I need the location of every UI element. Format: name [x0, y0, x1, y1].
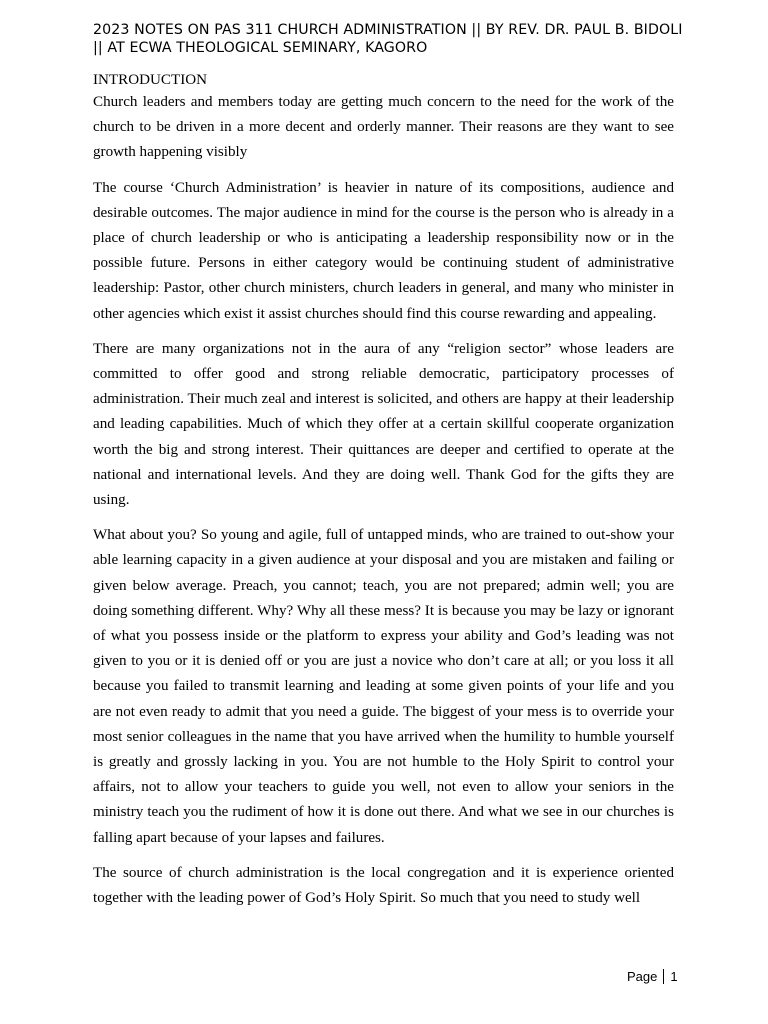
paragraph-2: The course ‘Church Administration’ is heavier in nature of its compositions, audience and desirable outcomes. The major audience in mind for the course is the person who is already in a place of church leadership or who is anticipating a leadership responsibility now or in the possible future. Persons in either category would be continuing student of administrative leadership: Pastor, other church ministers, church leaders in general, and many who minister in other agencies which exist it assist churches should find this course rewarding and appealing.	[93, 179, 674, 322]
page-number: 1	[670, 969, 678, 984]
page-label: Page	[627, 969, 658, 984]
paragraph-1: Church leaders and members today are getting much concern to the need for the work of the church to be driven in a more decent and orderly manner. Their reasons are they want to see growth happening visibly	[93, 94, 674, 161]
paragraph-5: The source of church administration is the local congregation and it is experience oriented together with the leading power of God’s Holy Spirit. So much that you need to study well	[93, 864, 674, 907]
footer-divider	[663, 969, 664, 984]
document-body	[93, 70, 674, 921]
paragraph-4: What about you? So young and agile, full of untapped minds, who are trained to out-show your able learning capacity in a given audience at your disposal and you are mistaken and failing or given below average. Preach, you cannot; teach, you are not prepared; admin well; you are doing something different. Why? Why all these mess? It is because you may be lazy or ignorant of what you possess inside or the platform to express your ability and God’s leading was not given to you or it is denied off or you are just a novice who don’t care at all; or you loss it all because you failed to transmit learning and leading at some given points of your life and you are not even ready to admit that you need a guide. The biggest of your mess is to override your most senior colleagues in the name that you have arrived when the humility to humble yourself is greatly and grossly lacking in you. You are not humble to the Holy Spirit to control your affairs, not to allow your teachers to guide you well, not even to allow your seniors in the ministry teach you the rudiment of how it is done out there. And what we see in our churches is falling apart because of your lapses and failures.	[93, 527, 674, 846]
paragraph-3: There are many organizations not in the aura of any “religion sector” whose leaders are committed to offer good and strong reliable democratic, participatory processes of administration. Their much zeal and interest is solicited, and others are happy at their leadership and leading capabilities. Much of which they offer at a certain skillful cooperate organization worth the big and strong interest. Their quittances are deeper and certified to operate at the national and international levels. And they are doing well. Thank God for the gifts they are using.	[93, 340, 674, 509]
section-heading: INTRODUCTION	[93, 72, 208, 88]
page-header: 2023 NOTES ON PAS 311 CHURCH ADMINISTRATION || BY REV. DR. PAUL B. BIDOLI || AT ECWA THEOLOGICAL SEMINARY, KAGORO	[93, 22, 683, 56]
page-footer	[627, 968, 678, 986]
